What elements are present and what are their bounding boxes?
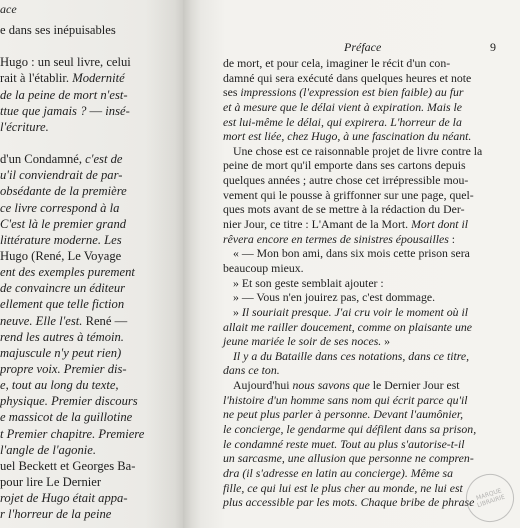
text-line: ent des exemples purement — [0, 265, 135, 280]
text-line: « — Mon bon ami, dans six mois cette prison sera — [233, 246, 470, 261]
text-line: » — Vous n'en jouirez pas, c'est dommage. — [233, 290, 436, 305]
text-line: de convaincre un éditeur — [0, 281, 126, 296]
text-line: peine de mort qu'il emporte dans ses cartons depuis — [223, 158, 466, 173]
text-line: Aujourd'hui nous savons que le Dernier Jour est — [233, 378, 460, 393]
text-line: rêvera encore en termes de sinistres épousailles : — [223, 231, 456, 246]
text-line: fille, ce qui lui est le plus cher au monde, ne lui est — [223, 480, 463, 495]
text-line: de la peine de mort n'est- — [0, 87, 128, 102]
text-line: nier Jour, ce titre : L'Amant de la Mort. Mort dont il — [223, 217, 469, 232]
text-line: d'un Condamné, c'est de — [0, 152, 123, 167]
text-line: ne peut plus parler à personne. Devant l'aumônier, — [223, 407, 464, 422]
stamp-text: MARQUE LIBRAIRIE — [475, 487, 506, 510]
text-line: plus accessible par les mots. Chaque bribe de phrase — [223, 495, 475, 510]
text-line: propre voix. Premier dis- — [0, 361, 127, 376]
text-line: littérature moderne. Les — [0, 232, 122, 247]
right-page — [200, 0, 520, 528]
text-line: rait à l'établir. Modernité — [0, 71, 125, 86]
text-line: rend les autres à témoin. — [0, 329, 124, 344]
text-line: majuscule n'y peut rien) — [0, 345, 122, 360]
text-line: l'histoire d'un homme sans nom qui écrit parce qu'il — [223, 392, 468, 407]
text-line: Une chose est ce raisonnable projet de livre contre la — [233, 143, 483, 158]
text-line: ce livre correspond à la — [0, 200, 120, 215]
text-line: Hugo (René, Le Voyage — [0, 248, 122, 263]
text-line: mort est liée, chez Hugo, à une fascination du néant. — [223, 129, 472, 144]
text-line: le condamné reste muet. Tout au plus s'autorise-t-il — [223, 436, 465, 451]
text-line: C'est là le premier grand — [0, 216, 127, 231]
text-line — [0, 38, 186, 54]
text-line: est lui-même le délai, qui expirera. L'horreur de la — [223, 114, 462, 129]
text-line: neuve. Elle l'est. René — — [0, 313, 128, 328]
text-line: rojet de Hugo était appa- — [0, 491, 128, 506]
text-line — [0, 135, 186, 151]
text-line: le concierge, le gendarme qui défilent dans sa prison, — [223, 422, 477, 437]
text-line: jeune mariée le soir de ses noces. » — [223, 334, 391, 349]
text-line: Il y a du Bataille dans ces notations, dans ce titre, — [233, 348, 470, 363]
text-line: physique. Premier discours — [0, 394, 138, 409]
right-running-header: Préface — [344, 40, 382, 54]
text-line: e dans ses inépuisables — [0, 23, 116, 37]
text-line: et à mesure que le délai vient à expiration. Mais le — [223, 99, 463, 114]
left-running-header: ace — [0, 2, 17, 16]
text-line: beaucoup mieux. — [223, 260, 304, 275]
text-line: vement qui le pousse à griffonner sur une page, quel- — [223, 187, 474, 202]
text-line: de mort, et pour cela, imaginer le récit d'un con- — [223, 56, 451, 70]
text-line: quelques années ; autre chose cet irrépressible mou- — [223, 173, 469, 188]
text-line: e massicot de la guillotine — [0, 410, 133, 425]
left-page — [0, 0, 186, 528]
text-line: Hugo : un seul livre, celui — [0, 55, 131, 70]
text-line: r l'horreur de la peine — [0, 507, 112, 522]
text-line: e, tout au long du texte, — [0, 378, 119, 393]
text-line: pour lire Le Dernier — [0, 474, 102, 489]
text-line: l'angle de l'agonie. — [0, 442, 96, 457]
text-line: dra (il s'adresse en latin au concierge). Même sa — [223, 465, 453, 480]
text-line: damné qui sera exécuté dans quelques heures et note — [223, 70, 472, 85]
left-page-text — [0, 22, 186, 522]
text-line: ttue que jamais ? — insé- — [0, 103, 130, 118]
text-line: ques mots avant de se mettre à la rédaction du Der- — [223, 202, 465, 217]
page-number: 9 — [490, 40, 496, 54]
text-line: t Premier chapitre. Premiere — [0, 426, 145, 441]
text-line: un sarcasme, une allusion que personne ne compren- — [223, 451, 474, 466]
text-line: ses impressions (l'expression est bien faible) au fur — [223, 85, 464, 100]
text-line: » Et son geste semblait ajouter : — [233, 275, 384, 290]
text-line: dans ce ton. — [223, 363, 280, 378]
text-line: u'il conviendrait de par- — [0, 168, 123, 183]
text-line: l'écriture. — [0, 119, 49, 134]
text-line: ellement que telle fiction — [0, 297, 125, 312]
text-line: uel Beckett et Georges Ba- — [0, 458, 136, 473]
right-page-text — [223, 56, 520, 510]
text-line: obsédante de la première — [0, 184, 127, 199]
text-line: allait me railler doucement, comme on plaisante une — [223, 319, 472, 334]
text-line: » Il souriait presque. J'ai cru voir le moment où il — [233, 304, 469, 319]
